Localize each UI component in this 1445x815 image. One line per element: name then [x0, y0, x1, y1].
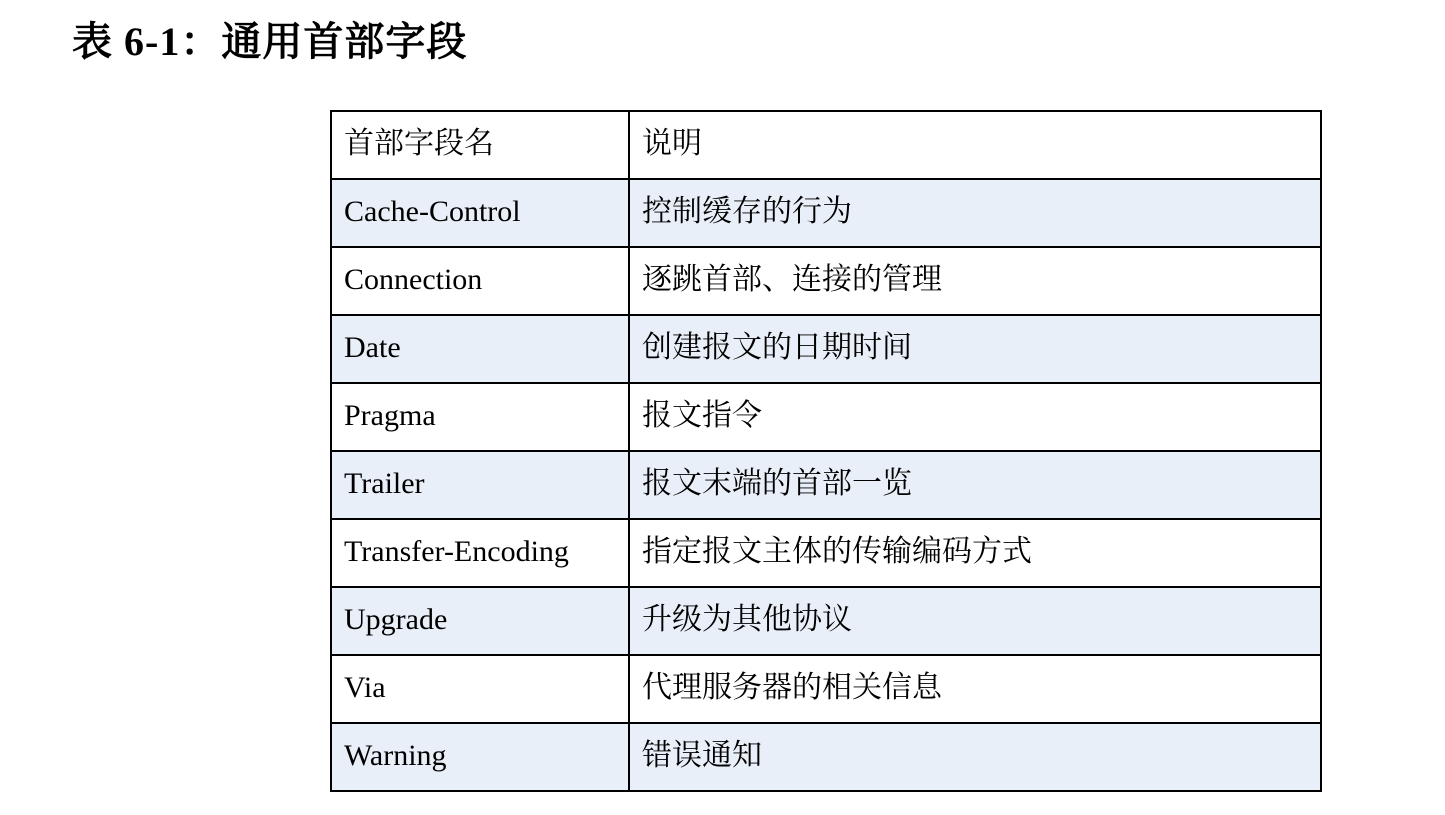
- table-row: [331, 723, 1321, 791]
- column-header-description: 说明: [629, 111, 1321, 179]
- page-title: 表 6-1：通用首部字段: [72, 19, 468, 64]
- cell-description: 控制缓存的行为: [629, 179, 1321, 247]
- table-row: [331, 451, 1321, 519]
- cell-field-name: Trailer: [331, 451, 629, 519]
- cell-field-name: Warning: [331, 723, 629, 791]
- table-row: [331, 519, 1321, 587]
- cell-field-name: Connection: [331, 247, 629, 315]
- cell-field-name: Date: [331, 315, 629, 383]
- cell-description: 创建报文的日期时间: [629, 315, 1321, 383]
- cell-description: 指定报文主体的传输编码方式: [629, 519, 1321, 587]
- cell-field-name: Transfer-Encoding: [331, 519, 629, 587]
- cell-description: 逐跳首部、连接的管理: [629, 247, 1321, 315]
- table-row: [331, 315, 1321, 383]
- cell-description: 报文指令: [629, 383, 1321, 451]
- table-header-row: [331, 111, 1321, 179]
- cell-description: 报文末端的首部一览: [629, 451, 1321, 519]
- general-headers-table-wrapper: [330, 110, 1320, 792]
- cell-field-name: Cache-Control: [331, 179, 629, 247]
- table-row: [331, 247, 1321, 315]
- cell-description: 升级为其他协议: [629, 587, 1321, 655]
- cell-description: 代理服务器的相关信息: [629, 655, 1321, 723]
- table-row: [331, 179, 1321, 247]
- table-row: [331, 587, 1321, 655]
- table-row: [331, 655, 1321, 723]
- column-header-field-name: 首部字段名: [331, 111, 629, 179]
- table-row: [331, 383, 1321, 451]
- cell-description: 错误通知: [629, 723, 1321, 791]
- cell-field-name: Via: [331, 655, 629, 723]
- cell-field-name: Pragma: [331, 383, 629, 451]
- general-headers-table: [330, 110, 1322, 792]
- cell-field-name: Upgrade: [331, 587, 629, 655]
